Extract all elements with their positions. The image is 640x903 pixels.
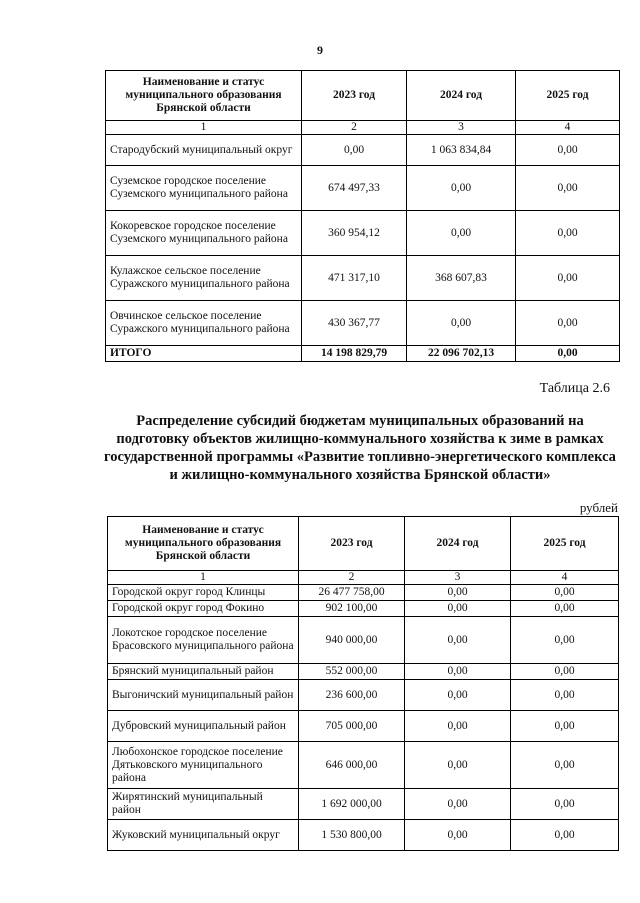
table-row (108, 680, 619, 711)
municipality-name: Овчинское сельское поселение Суражского муниципального района (106, 301, 302, 346)
value-2023: 552 000,00 (299, 664, 405, 680)
column-number: 1 (108, 571, 299, 585)
value-2024: 0,00 (407, 301, 516, 346)
municipality-name: Брянский муниципальный район (108, 664, 299, 680)
value-2023: 1 692 000,00 (299, 789, 405, 820)
value-2023: 674 497,33 (302, 166, 407, 211)
table-row (108, 601, 619, 617)
municipality-name: Городской округ город Клинцы (108, 585, 299, 601)
value-2024: 0,00 (405, 742, 511, 789)
table-title: Распределение субсидий бюджетам муниципальных образований на подготовку объектов жилищно-коммунального хозяйства к зиме в рамках государственной программы «Развитие топливно-энергетического комплекса и жилищно-коммунального хозяйства Брянской области» (104, 413, 616, 483)
total-2025: 0,00 (516, 346, 620, 362)
header-2025: 2025 год (516, 71, 620, 121)
column-number: 3 (407, 121, 516, 135)
table-row (108, 617, 619, 664)
value-2025: 0,00 (511, 664, 619, 680)
unit-label: рублей (579, 500, 618, 515)
header-2025: 2025 год (511, 517, 619, 571)
table-header-row (106, 71, 620, 121)
value-2023: 26 477 758,00 (299, 585, 405, 601)
value-2025: 0,00 (511, 680, 619, 711)
municipality-name: Дубровский муниципальный район (108, 711, 299, 742)
municipality-name: Выгоничский муниципальный район (108, 680, 299, 711)
total-2024: 22 096 702,13 (407, 346, 516, 362)
value-2024: 0,00 (405, 585, 511, 601)
value-2025: 0,00 (511, 617, 619, 664)
table-row (106, 256, 620, 301)
value-2024: 0,00 (405, 789, 511, 820)
header-municipality: Наименование и статус муниципального образования Брянской области (108, 517, 299, 571)
table-row (108, 789, 619, 820)
value-2025: 0,00 (511, 789, 619, 820)
municipality-name: Любохонское городское поселение Дятьковского муниципального района (108, 742, 299, 789)
value-2025: 0,00 (516, 135, 620, 166)
value-2023: 0,00 (302, 135, 407, 166)
subsidy-table-continued (105, 70, 620, 362)
value-2023: 430 367,77 (302, 301, 407, 346)
table-row (108, 664, 619, 680)
municipality-name: Кокоревское городское поселение Суземского муниципального района (106, 211, 302, 256)
total-label: ИТОГО (106, 346, 302, 362)
value-2023: 646 000,00 (299, 742, 405, 789)
municipality-name: Локотское городское поселение Брасовского муниципального района (108, 617, 299, 664)
value-2024: 0,00 (407, 166, 516, 211)
table-label: Таблица 2.6 (539, 381, 610, 396)
value-2024: 0,00 (405, 617, 511, 664)
municipality-name: Жуковский муниципальный округ (108, 820, 299, 851)
value-2024: 0,00 (407, 211, 516, 256)
column-number: 3 (405, 571, 511, 585)
table-row (108, 711, 619, 742)
column-number: 2 (302, 121, 407, 135)
value-2024: 0,00 (405, 664, 511, 680)
column-number: 2 (299, 571, 405, 585)
header-2023: 2023 год (299, 517, 405, 571)
page-number: 9 (317, 43, 323, 57)
header-2023: 2023 год (302, 71, 407, 121)
value-2023: 940 000,00 (299, 617, 405, 664)
value-2023: 705 000,00 (299, 711, 405, 742)
table-row (108, 585, 619, 601)
municipality-name: Суземское городское поселение Суземского муниципального района (106, 166, 302, 211)
value-2024: 0,00 (405, 680, 511, 711)
value-2025: 0,00 (516, 301, 620, 346)
header-municipality: Наименование и статус муниципального образования Брянской области (106, 71, 302, 121)
value-2024: 0,00 (405, 820, 511, 851)
value-2025: 0,00 (511, 711, 619, 742)
header-2024: 2024 год (407, 71, 516, 121)
subsidy-table-2-6 (107, 516, 619, 851)
column-number: 1 (106, 121, 302, 135)
column-number: 4 (511, 571, 619, 585)
table-row (108, 742, 619, 789)
value-2024: 368 607,83 (407, 256, 516, 301)
column-number-row (108, 571, 619, 585)
table-row (106, 135, 620, 166)
total-2023: 14 198 829,79 (302, 346, 407, 362)
value-2025: 0,00 (511, 742, 619, 789)
value-2025: 0,00 (516, 256, 620, 301)
value-2024: 1 063 834,84 (407, 135, 516, 166)
total-row (106, 346, 620, 362)
table-header-row (108, 517, 619, 571)
table-row (106, 166, 620, 211)
value-2025: 0,00 (516, 211, 620, 256)
table-row (108, 820, 619, 851)
municipality-name: Кулажское сельское поселение Суражского муниципального района (106, 256, 302, 301)
value-2023: 471 317,10 (302, 256, 407, 301)
value-2025: 0,00 (516, 166, 620, 211)
value-2023: 1 530 800,00 (299, 820, 405, 851)
municipality-name: Стародубский муниципальный округ (106, 135, 302, 166)
column-number-row (106, 121, 620, 135)
table-row (106, 301, 620, 346)
municipality-name: Жирятинский муниципальный район (108, 789, 299, 820)
value-2024: 0,00 (405, 711, 511, 742)
value-2024: 0,00 (405, 601, 511, 617)
value-2023: 360 954,12 (302, 211, 407, 256)
value-2023: 236 600,00 (299, 680, 405, 711)
header-2024: 2024 год (405, 517, 511, 571)
value-2025: 0,00 (511, 820, 619, 851)
value-2023: 902 100,00 (299, 601, 405, 617)
table-row (106, 211, 620, 256)
column-number: 4 (516, 121, 620, 135)
value-2025: 0,00 (511, 585, 619, 601)
value-2025: 0,00 (511, 601, 619, 617)
municipality-name: Городской округ город Фокино (108, 601, 299, 617)
